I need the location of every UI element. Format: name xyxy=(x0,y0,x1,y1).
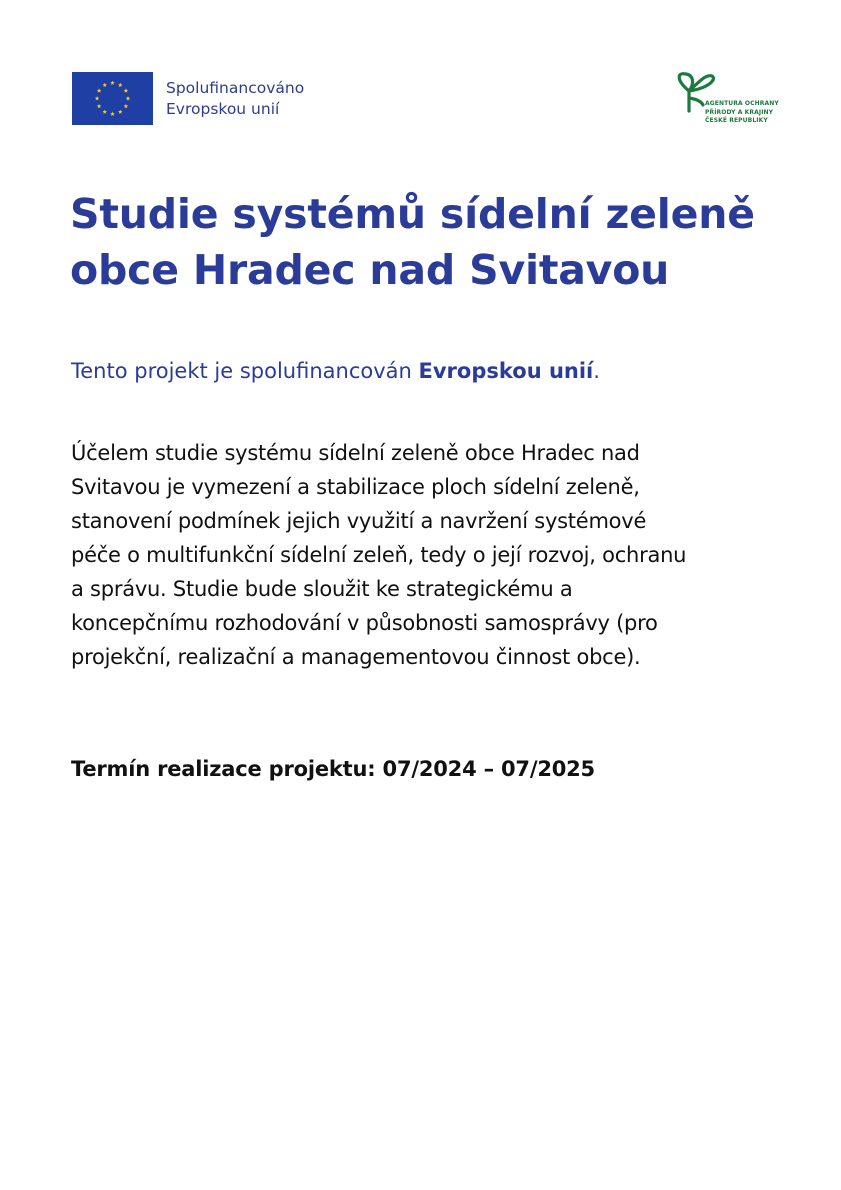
description-line: a správu. Studie bude sloužit ke strategickému a xyxy=(71,577,573,601)
title-line1: Studie systémů sídelní zeleně xyxy=(70,190,755,238)
title-line2: obce Hradec nad Svitavou xyxy=(70,246,670,294)
cofinancing-bold: Evropskou unií xyxy=(418,359,594,383)
cofinancing-prefix: Tento projekt je spolufinancován xyxy=(71,359,419,383)
description-line: Svitavou je vymezení a stabilizace ploch sídelní zeleně, xyxy=(71,475,640,499)
cofinancing-statement xyxy=(71,357,600,385)
eu-logo-line2: Evropskou unií xyxy=(166,99,280,118)
cofinancing-suffix: . xyxy=(593,359,600,383)
project-term: Termín realizace projektu: 07/2024 – 07/2025 xyxy=(71,757,595,781)
agency-logo-text xyxy=(705,100,779,126)
agency-logo-line2: PŘÍRODY A KRAJINY xyxy=(705,108,774,116)
eu-flag-icon xyxy=(72,72,153,125)
description-line: stanovení podmínek jejich využití a navržení systémové xyxy=(71,509,647,533)
description-line: péče o multifunkční sídelní zeleň, tedy o její rozvoj, ochranu xyxy=(71,543,687,567)
description-line: koncepčnímu rozhodování v působnosti samosprávy (pro xyxy=(71,611,658,635)
agency-logo-line1: AGENTURA OCHRANY xyxy=(705,100,779,107)
document-title xyxy=(70,186,790,298)
agency-logo-line3: ČESKÉ REPUBLIKY xyxy=(705,117,768,124)
description-line: Účelem studie systému sídelní zeleně obce Hradec nad xyxy=(71,441,640,465)
description-line: projekční, realizační a managementovou činnost obce). xyxy=(71,645,641,669)
eu-logo-line1: Spolufinancováno xyxy=(166,78,305,97)
eu-cofinancing-logo xyxy=(72,72,304,125)
description-paragraph xyxy=(71,436,786,674)
